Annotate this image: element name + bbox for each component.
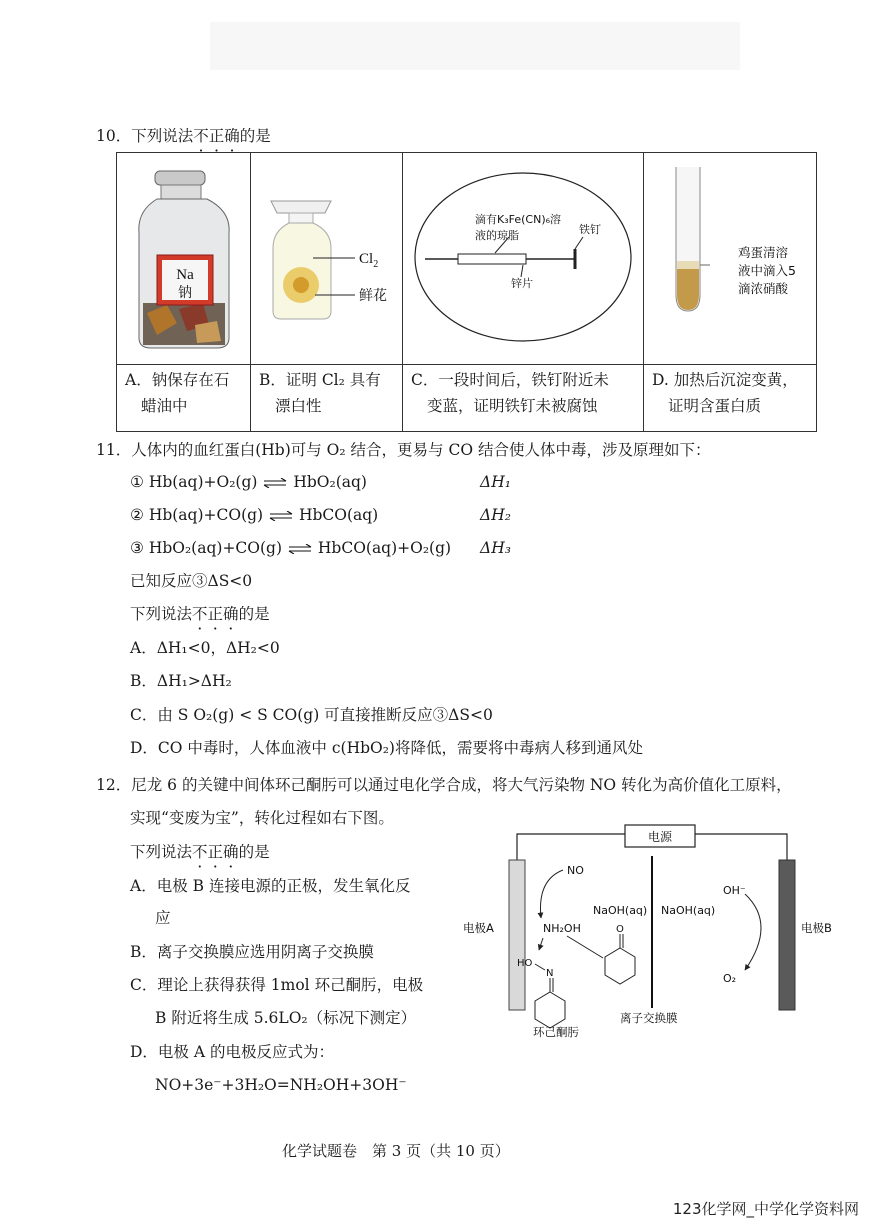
equilibrium-arrow-icon <box>263 478 287 488</box>
nh2oh-label: NH₂OH <box>543 922 581 935</box>
naoh-right-label: NaOH(aq) <box>661 904 716 917</box>
q12-option-b: B．离子交换膜应选用阴离子交换膜 <box>130 943 374 961</box>
n-atom-label: N <box>546 968 554 979</box>
q11-dh1: ΔH₁ <box>480 473 511 491</box>
q12-substem: 下列说法不正确的是 <box>130 843 270 861</box>
oxime-label: 环己酮肟 <box>533 1025 579 1039</box>
cyclohexanone-ring-icon <box>605 948 635 984</box>
q12-stem-1: 12．尼龙 6 的关键中间体环己酮肟可以通过电化学合成，将大气污染物 NO 转化为高价值化工原料， <box>96 776 792 794</box>
q12-option-c-1: C．理论上获得获得 1mol 环己酮肟，电极 <box>130 976 424 994</box>
q10-option-d: D. 加热后沉淀变黄， 证明含蛋白质 <box>644 365 817 432</box>
sodium-bottle-figure <box>117 153 251 365</box>
q10-option-b: B．证明 Cl₂ 具有 漂白性 <box>251 365 403 432</box>
page-footer: 化学试题卷 第 3 页（共 10 页） <box>282 1142 510 1160</box>
electrode-a-label: 电极A <box>463 921 494 935</box>
cl2-label: $Cl_2$ <box>359 251 379 270</box>
agar-label-1: 滴有K₃Fe(CN)₆溶 <box>475 213 562 226</box>
oxime-ring-icon <box>535 992 565 1028</box>
zinc-label: 锌片 <box>511 277 533 290</box>
q12-option-d-2: NO+3e⁻+3H₂O=NH₂OH+3OH⁻ <box>155 1076 407 1094</box>
bottle-stopper-icon <box>155 171 205 185</box>
q10-option-c: C．一段时间后，铁钉附近未 变蓝，证明铁钉未被腐蚀 <box>403 365 644 432</box>
egg-label-2: 液中滴入5 <box>738 263 796 278</box>
electrode-a-icon <box>509 860 525 1010</box>
q12-option-a-1: A．电极 B 连接电源的正极，发生氧化反 <box>130 877 411 895</box>
nail-label: 铁钉 <box>579 223 601 236</box>
flower-label: 鲜花 <box>359 288 387 304</box>
q11-dh2: ΔH₂ <box>480 506 511 524</box>
egg-label-1: 鸡蛋清溶 <box>738 245 789 260</box>
watermark-text: 123化学网_中学化学资料网 <box>672 1200 859 1218</box>
q11-stem: 11．人体内的血红蛋白(Hb)可与 O₂ 结合，更易与 CO 结合使人体中毒，涉及原理如下： <box>96 441 711 459</box>
q11-option-d: D．CO 中毒时，人体血液中 c(HbO₂)将降低，需要将中毒病人移到通风处 <box>130 739 643 757</box>
bottle-label-na: Na <box>176 267 194 283</box>
power-label: 电源 <box>647 830 673 844</box>
equilibrium-arrow-icon <box>288 544 312 554</box>
naoh-left-label: NaOH(aq) <box>593 904 648 917</box>
egg-white-figure <box>644 153 817 365</box>
electrode-b-label: 电极B <box>801 921 832 935</box>
q11-option-c: C．由 S O₂(g) < S CO(g) 可直接推断反应③ΔS<0 <box>130 706 493 724</box>
q11-known: 已知反应③ΔS<0 <box>130 572 253 590</box>
q12-option-d-1: D．电极 A 的电极反应式为： <box>130 1043 334 1061</box>
no-label: NO <box>567 864 584 877</box>
membrane-label: 离子交换膜 <box>620 1011 678 1025</box>
egg-label-3: 滴浓硝酸 <box>738 281 789 296</box>
q10-option-a: A．钠保存在石 蜡油中 <box>117 365 251 432</box>
q12-option-c-2: B 附近将生成 5.6LO₂（标况下测定） <box>155 1009 417 1027</box>
chlorine-bottle-figure <box>251 153 403 365</box>
q11-option-a: A．ΔH₁<0，ΔH₂<0 <box>130 639 280 657</box>
electrolysis-diagram <box>455 822 845 1042</box>
q11-reaction-2: ② Hb(aq)+CO(g) HbCO(aq) <box>130 506 379 524</box>
q11-reaction-3: ③ HbO₂(aq)+CO(g) HbCO(aq)+O₂(g) <box>130 539 452 557</box>
corrosion-figure <box>403 153 644 365</box>
q12-option-a-2: 应 <box>155 909 171 927</box>
q11-option-b: B．ΔH₁>ΔH₂ <box>130 672 232 690</box>
q12-stem-2: 实现“变废为宝”，转化过程如右下图。 <box>130 809 394 827</box>
electrode-b-icon <box>779 860 795 1010</box>
q11-dh3: ΔH₃ <box>480 539 511 557</box>
q11-substem: 下列说法不正确的是 <box>130 605 270 623</box>
oh-label: OH⁻ <box>723 884 746 897</box>
equilibrium-arrow-icon <box>269 511 293 521</box>
o2-label: O₂ <box>723 972 737 985</box>
ho-label: HO <box>517 958 533 969</box>
o-atom-label: O <box>616 924 624 935</box>
q11-reaction-1: ① Hb(aq)+O₂(g) HbO₂(aq) <box>130 473 367 491</box>
q10-stem: 10．下列说法不正确的是 <box>96 127 271 145</box>
agar-label-2: 液的琼脂 <box>475 229 519 242</box>
header-shade <box>210 22 740 70</box>
q10-table <box>116 152 817 432</box>
bottle-label-cn: 钠 <box>178 285 192 301</box>
